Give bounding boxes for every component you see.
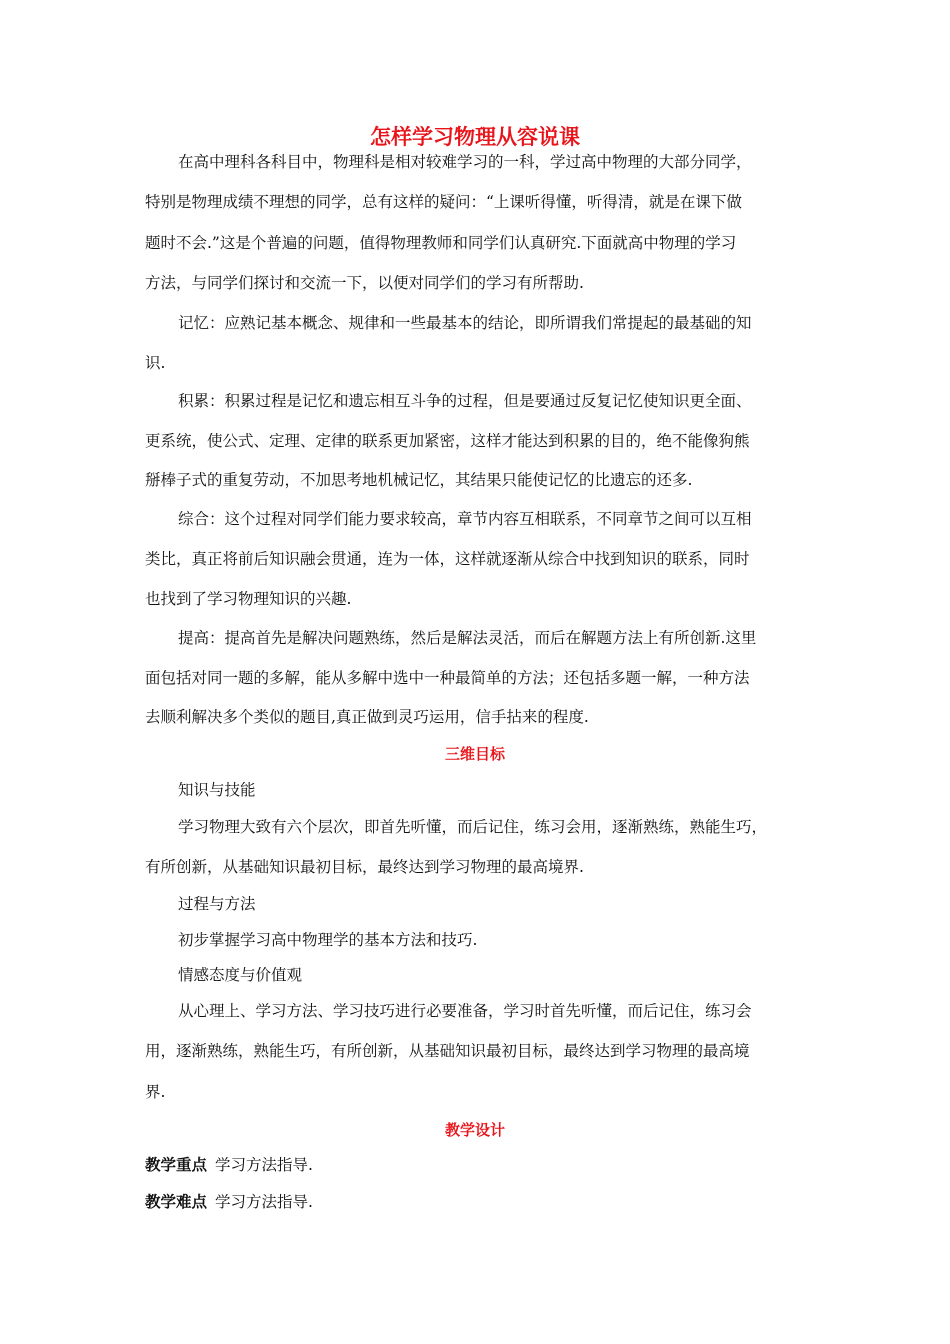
paragraph-intro-line-1: 在高中理科各科目中，物理科是相对较难学习的一科，学过高中物理的大部分同学， bbox=[178, 153, 752, 171]
design-difficulty-label: 教学难点 bbox=[145, 1192, 208, 1211]
goals-process-label: 过程与方法 bbox=[178, 895, 256, 913]
design-difficulty-row bbox=[145, 1191, 313, 1213]
goals-emotion-line-2: 用，逐渐熟练，熟能生巧，有所创新，从基础知识最初目标，最终达到学习物理的最高境 bbox=[145, 1042, 750, 1060]
paragraph-memory-line-1: 记忆：应熟记基本概念、规律和一些最基本的结论，即所谓我们常提起的最基础的知 bbox=[178, 314, 752, 332]
paragraph-accumulate-line-2: 更系统，使公式、定理、定律的联系更加紧密，这样才能达到积累的目的，绝不能像狗熊 bbox=[145, 432, 750, 450]
paragraph-memory-line-2: 识. bbox=[145, 354, 166, 372]
paragraph-synthesis-line-1: 综合：这个过程对同学们能力要求较高，章节内容互相联系，不同章节之间可以互相 bbox=[178, 510, 752, 528]
paragraph-accumulate-line-1: 积累：积累过程是记忆和遗忘相互斗争的过程，但是要通过反复记忆使知识更全面、 bbox=[178, 392, 752, 410]
paragraph-improve-line-3: 去顺利解决多个类似的题目,真正做到灵巧运用，信手拈来的程度. bbox=[145, 708, 589, 726]
goals-knowledge-line-2: 有所创新，从基础知识最初目标，最终达到学习物理的最高境界. bbox=[145, 858, 584, 876]
design-key-point-label: 教学重点 bbox=[145, 1155, 208, 1174]
goals-knowledge-label: 知识与技能 bbox=[178, 781, 256, 799]
paragraph-synthesis-line-3: 也找到了学习物理知识的兴趣. bbox=[145, 590, 352, 608]
paragraph-improve-line-1: 提高：提高首先是解决问题熟练，然后是解法灵活，而后在解题方法上有所创新.这里 bbox=[178, 629, 757, 647]
design-key-point-row bbox=[145, 1154, 313, 1176]
goals-emotion-line-1: 从心理上、学习方法、学习技巧进行必要准备，学习时首先听懂，而后记住，练习会 bbox=[178, 1002, 752, 1020]
goals-knowledge-line-1: 学习物理大致有六个层次，即首先听懂，而后记住，练习会用，逐渐熟练，熟能生巧， bbox=[178, 818, 768, 836]
goals-emotion-label: 情感态度与价值观 bbox=[178, 966, 303, 984]
section-goals-heading: 三维目标 bbox=[444, 745, 505, 763]
section-design-heading: 教学设计 bbox=[444, 1121, 505, 1139]
goals-emotion-line-3: 界. bbox=[145, 1083, 166, 1101]
design-key-point-text: 学习方法指导. bbox=[215, 1156, 313, 1174]
goals-process-line-1: 初步掌握学习高中物理学的基本方法和技巧. bbox=[178, 931, 478, 949]
paragraph-improve-line-2: 面包括对同一题的多解，能从多解中选中一种最简单的方法；还包括多题一解，一种方法 bbox=[145, 669, 750, 687]
paragraph-intro-line-2: 特别是物理成绩不理想的同学，总有这样的疑问：“上课听得懂，听得清，就是在课下做 bbox=[145, 193, 742, 211]
document-title: 怎样学习物理从容说课 bbox=[370, 124, 580, 149]
paragraph-accumulate-line-3: 掰棒子式的重复劳动，不加思考地机械记忆，其结果只能使记忆的比遗忘的还多. bbox=[145, 471, 693, 489]
design-difficulty-text: 学习方法指导. bbox=[215, 1193, 313, 1211]
paragraph-synthesis-line-2: 类比，真正将前后知识融会贯通，连为一体，这样就逐渐从综合中找到知识的联系，同时 bbox=[145, 550, 750, 568]
paragraph-intro-line-4: 方法，与同学们探讨和交流一下，以便对同学们的学习有所帮助. bbox=[145, 274, 584, 292]
paragraph-intro-line-3: 题时不会.”这是个普遍的问题，值得物理教师和同学们认真研究.下面就高中物理的学习 bbox=[145, 234, 737, 252]
